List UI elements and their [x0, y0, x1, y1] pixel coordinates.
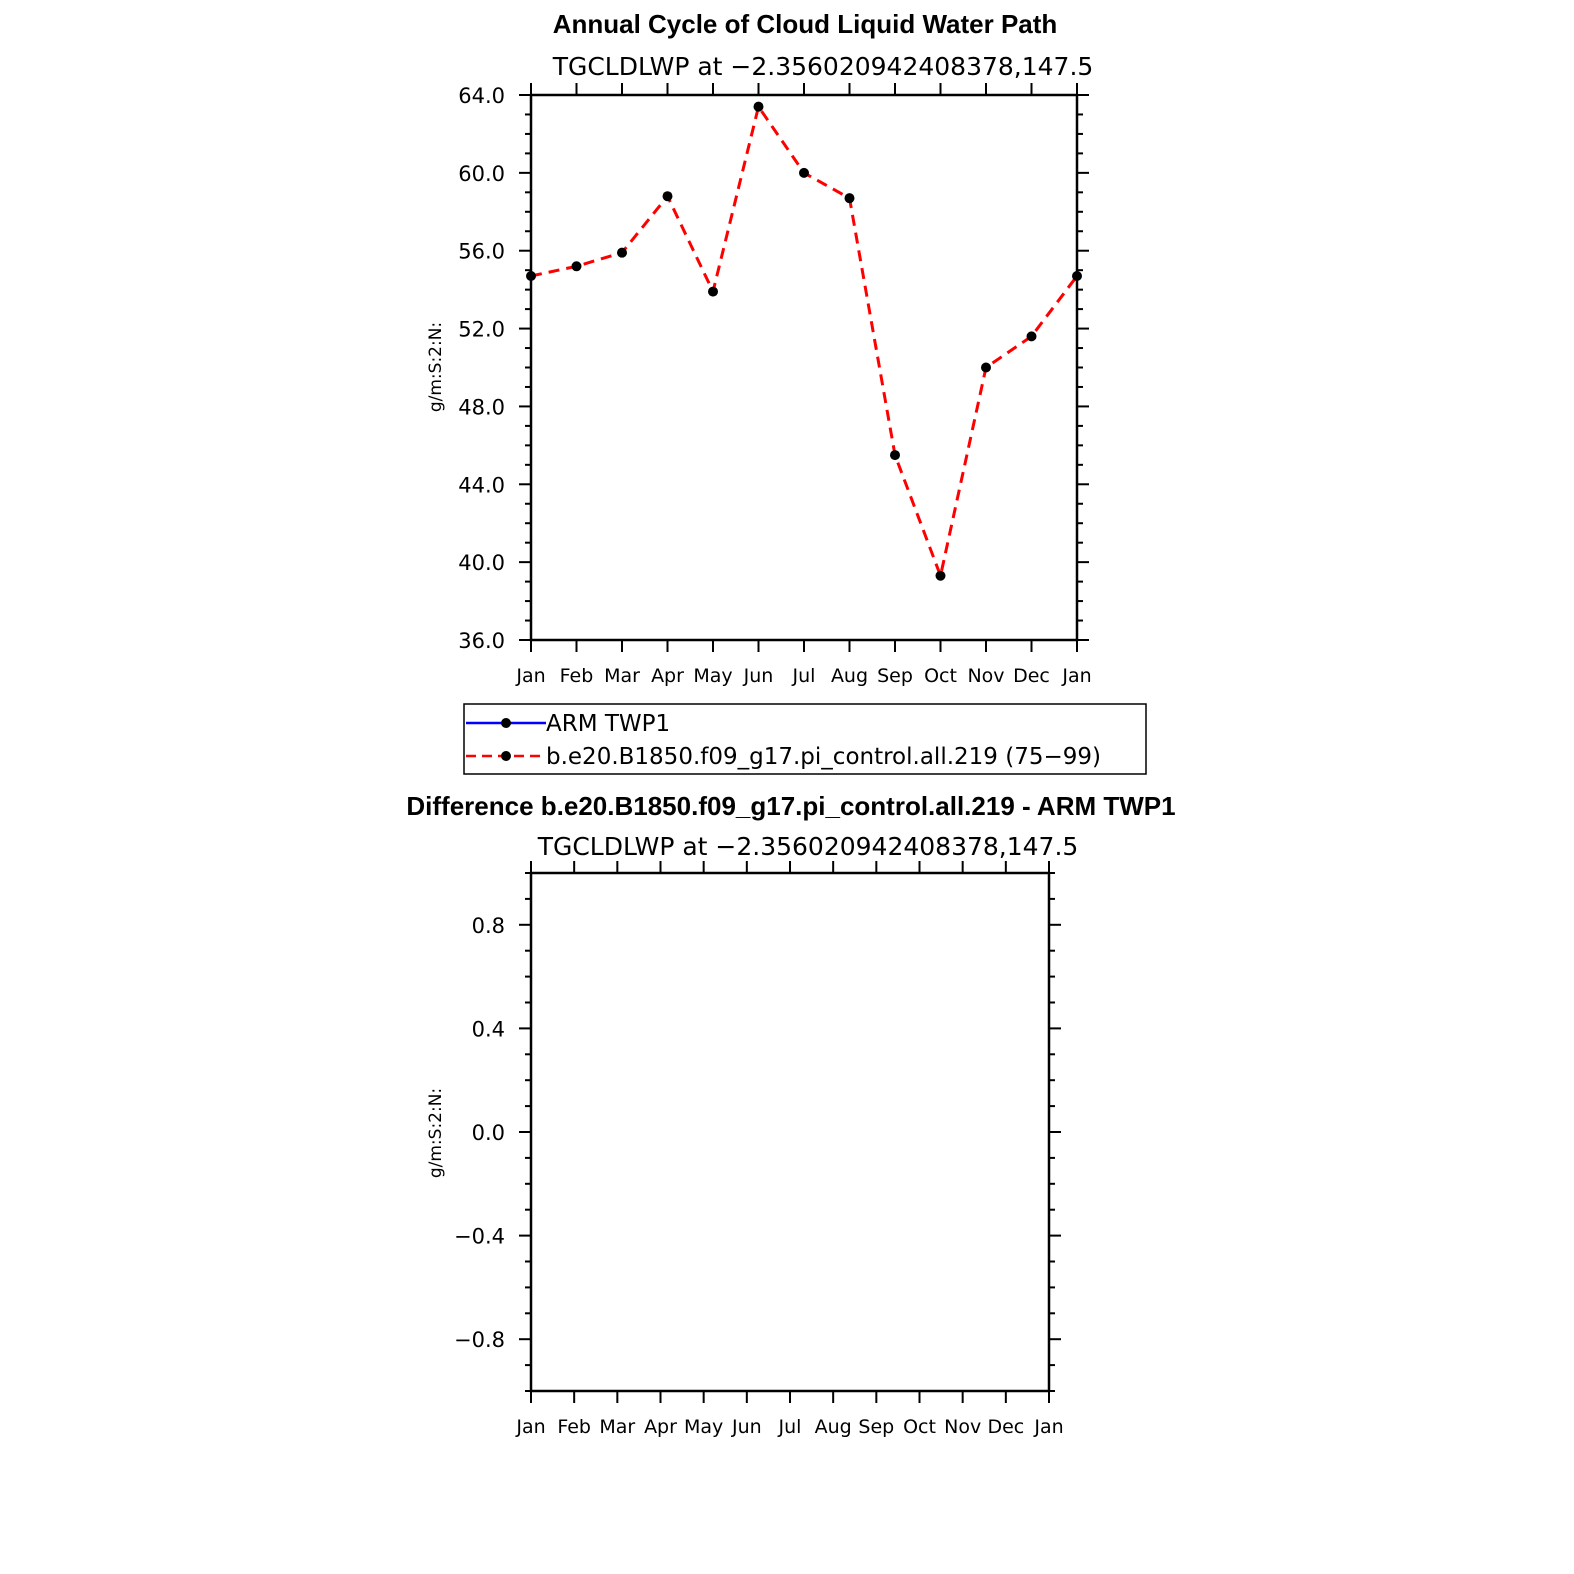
legend-marker-arm [501, 718, 511, 728]
y-tick-label: 44.0 [458, 473, 505, 498]
data-point [526, 271, 536, 281]
x-tick-label: Apr [644, 1416, 677, 1438]
x-tick-label: Feb [557, 1416, 591, 1438]
legend-label-arm: ARM TWP1 [546, 711, 671, 737]
x-tick-label: Aug [814, 1416, 852, 1438]
chart-title: Annual Cycle of Cloud Liquid Water Path [552, 9, 1058, 39]
y-axis-label: g/m:S:2:N: [426, 1087, 446, 1179]
chart-subtitle: TGCLDLWP at −2.356020942408378,147.5 [537, 832, 1079, 861]
x-tick-label: Apr [651, 665, 684, 687]
x-tick-label: Jul [792, 665, 816, 687]
data-point [708, 287, 718, 297]
plot-axes [454, 861, 1064, 1438]
y-tick-label: −0.4 [454, 1224, 505, 1249]
x-tick-label: Nov [944, 1416, 982, 1438]
x-tick-label: Mar [604, 665, 640, 687]
data-point [981, 363, 991, 373]
chart-subtitle: TGCLDLWP at −2.356020942408378,147.5 [552, 52, 1094, 81]
difference-panel [406, 791, 1175, 1438]
y-tick-label: 40.0 [458, 551, 505, 576]
x-tick-label: Aug [830, 665, 869, 687]
legend-label-model: b.e20.B1850.f09_g17.pi_control.all.219 (75−99) [546, 744, 1101, 770]
x-tick-label: Feb [559, 665, 594, 687]
x-tick-label: Jul [778, 1416, 802, 1438]
annual-cycle-panel [426, 9, 1093, 687]
x-tick-label: Jan [1034, 1416, 1064, 1438]
y-tick-label: 0.0 [471, 1121, 505, 1145]
x-tick-label: May [693, 665, 733, 687]
y-tick-label: 0.4 [471, 1017, 505, 1042]
series-group [526, 102, 1082, 581]
x-tick-label: Oct [924, 665, 957, 687]
chart-title: Difference b.e20.B1850.f09_g17.pi_control.all.219 - ARM TWP1 [406, 791, 1176, 821]
plot-axes [458, 83, 1091, 687]
x-tick-label: Jun [731, 1416, 762, 1438]
x-tick-label: Jun [743, 665, 774, 687]
plot-frame [531, 873, 1049, 1391]
data-point [936, 571, 946, 581]
data-point [890, 450, 900, 460]
x-tick-label: Jan [516, 665, 546, 687]
legend [464, 704, 1146, 774]
y-tick-label: 0.8 [471, 913, 505, 938]
data-point [799, 168, 809, 178]
x-tick-label: May [684, 1416, 724, 1438]
x-tick-label: Sep [877, 665, 913, 687]
x-tick-label: Jan [516, 1416, 546, 1438]
data-point [1027, 331, 1037, 341]
y-tick-label: 52.0 [458, 317, 505, 342]
x-tick-label: Nov [967, 665, 1005, 687]
data-point [617, 248, 627, 258]
y-tick-label: 64.0 [458, 84, 505, 108]
legend-marker-model [501, 751, 511, 761]
y-tick-label: 60.0 [458, 161, 505, 186]
x-tick-label: Dec [987, 1416, 1025, 1438]
y-tick-label: 56.0 [458, 239, 505, 264]
data-point [754, 102, 764, 112]
x-tick-label: Mar [599, 1416, 636, 1438]
x-tick-label: Jan [1062, 665, 1092, 687]
data-point [572, 261, 582, 271]
x-tick-label: Sep [858, 1416, 895, 1438]
y-tick-label: 36.0 [458, 629, 505, 653]
data-point [1072, 271, 1082, 281]
x-tick-label: Oct [903, 1416, 936, 1438]
data-point [845, 193, 855, 203]
x-tick-label: Dec [1013, 665, 1050, 687]
y-tick-label: −0.8 [454, 1328, 505, 1353]
y-axis-label: g/m:S:2:N: [426, 321, 446, 413]
data-point [663, 191, 673, 201]
y-tick-label: 48.0 [458, 395, 505, 420]
